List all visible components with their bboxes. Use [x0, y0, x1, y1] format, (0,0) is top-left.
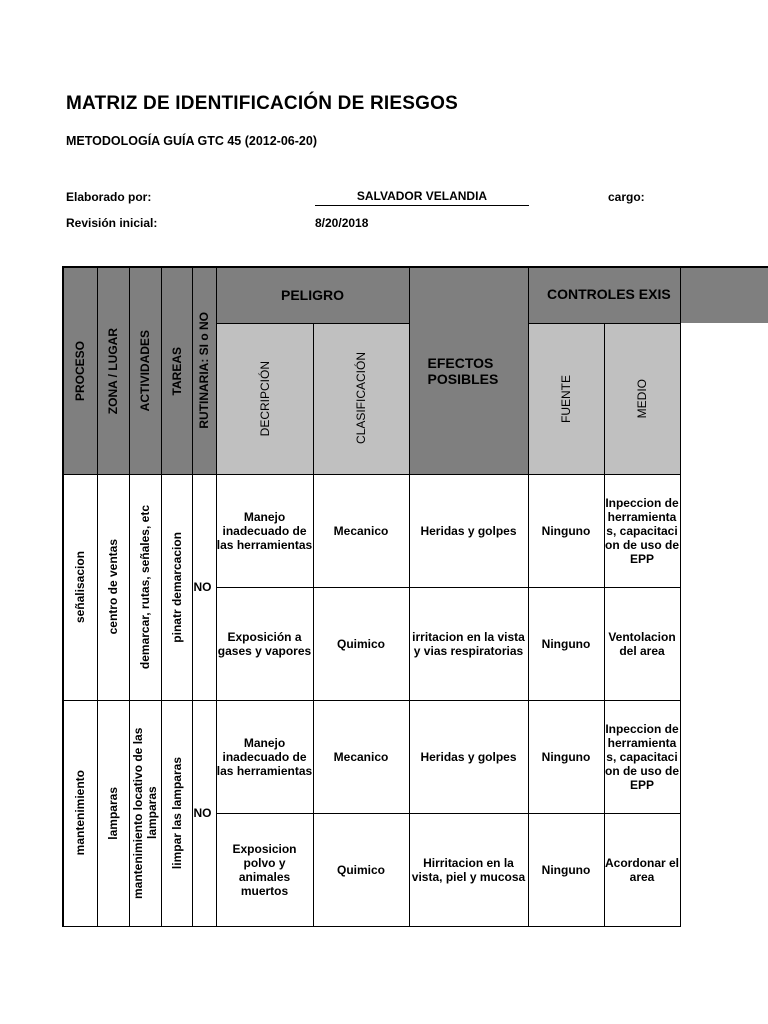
cell-descripcion: Exposición a gases y vapores — [216, 587, 313, 700]
header-medio: MEDIO — [604, 323, 680, 474]
cell-efectos: Heridas y golpes — [409, 474, 528, 587]
elaborado-value: SALVADOR VELANDIA — [315, 189, 529, 206]
elaborado-label: Elaborado por: — [66, 190, 152, 204]
revision-value: 8/20/2018 — [315, 216, 369, 230]
cell-zona: centro de ventas — [97, 474, 129, 700]
cell-clasificacion: Quimico — [313, 813, 409, 926]
table-row — [63, 474, 680, 587]
controles-header-overflow — [681, 266, 768, 323]
header-efectos: EFECTOS POSIBLES — [409, 267, 528, 474]
table-row — [63, 700, 680, 813]
cell-medio: Inpeccion de herramientas, capacitacion de uso de EPP — [604, 474, 680, 587]
header-rutinaria: RUTINARIA: SI o NO — [192, 267, 216, 474]
page-title: MATRIZ DE IDENTIFICACIÓN DE RIESGOS — [66, 93, 458, 114]
cell-efectos: irritacion en la vista y vias respiratorias — [409, 587, 528, 700]
cell-medio: Acordonar el area — [604, 813, 680, 926]
cell-proceso: mantenimiento — [63, 700, 97, 926]
cell-clasificacion: Quimico — [313, 587, 409, 700]
cell-descripcion: Exposicion polvo y animales muertos — [216, 813, 313, 926]
cell-medio: Inpeccion de herramientas, capacitacion de uso de EPP — [604, 700, 680, 813]
header-fuente: FUENTE — [528, 323, 604, 474]
cell-rutinaria: NO — [192, 700, 216, 926]
header-proceso: PROCESO — [63, 267, 97, 474]
cell-efectos: Hirritacion en la vista, piel y mucosa — [409, 813, 528, 926]
header-tareas: TAREAS — [161, 267, 192, 474]
cell-fuente: Ninguno — [528, 813, 604, 926]
cell-efectos: Heridas y golpes — [409, 700, 528, 813]
cell-actividades: mantenimiento locativo de las lamparas — [129, 700, 161, 926]
header-controles-label: CONTROLES EXIS — [547, 286, 671, 302]
cell-clasificacion: Mecanico — [313, 474, 409, 587]
cell-medio: Ventolacion del area — [604, 587, 680, 700]
cell-descripcion: Manejo inadecuado de las herramientas — [216, 474, 313, 587]
risk-matrix-table — [62, 266, 681, 927]
header-peligro: PELIGRO — [216, 267, 409, 323]
cell-rutinaria: NO — [192, 474, 216, 700]
page-subtitle: METODOLOGÍA GUÍA GTC 45 (2012-06-20) — [66, 134, 317, 148]
cell-proceso: señalisacion — [63, 474, 97, 700]
cell-tareas: pinatr demarcacion — [161, 474, 192, 700]
cell-zona: lamparas — [97, 700, 129, 926]
cell-descripcion: Manejo inadecuado de las herramientas — [216, 700, 313, 813]
cell-clasificacion: Mecanico — [313, 700, 409, 813]
cell-fuente: Ninguno — [528, 700, 604, 813]
cell-tareas: limpar las lamparas — [161, 700, 192, 926]
header-zona: ZONA / LUGAR — [97, 267, 129, 474]
cell-fuente: Ninguno — [528, 587, 604, 700]
cell-actividades: demarcar, rutas, señales, etc — [129, 474, 161, 700]
revision-label: Revisión inicial: — [66, 216, 158, 230]
header-clasificacion: CLASIFICACIÓN — [313, 323, 409, 474]
cargo-label: cargo: — [608, 190, 645, 204]
header-actividades: ACTIVIDADES — [129, 267, 161, 474]
cell-fuente: Ninguno — [528, 474, 604, 587]
header-descripcion: DECRIPCIÓN — [216, 323, 313, 474]
